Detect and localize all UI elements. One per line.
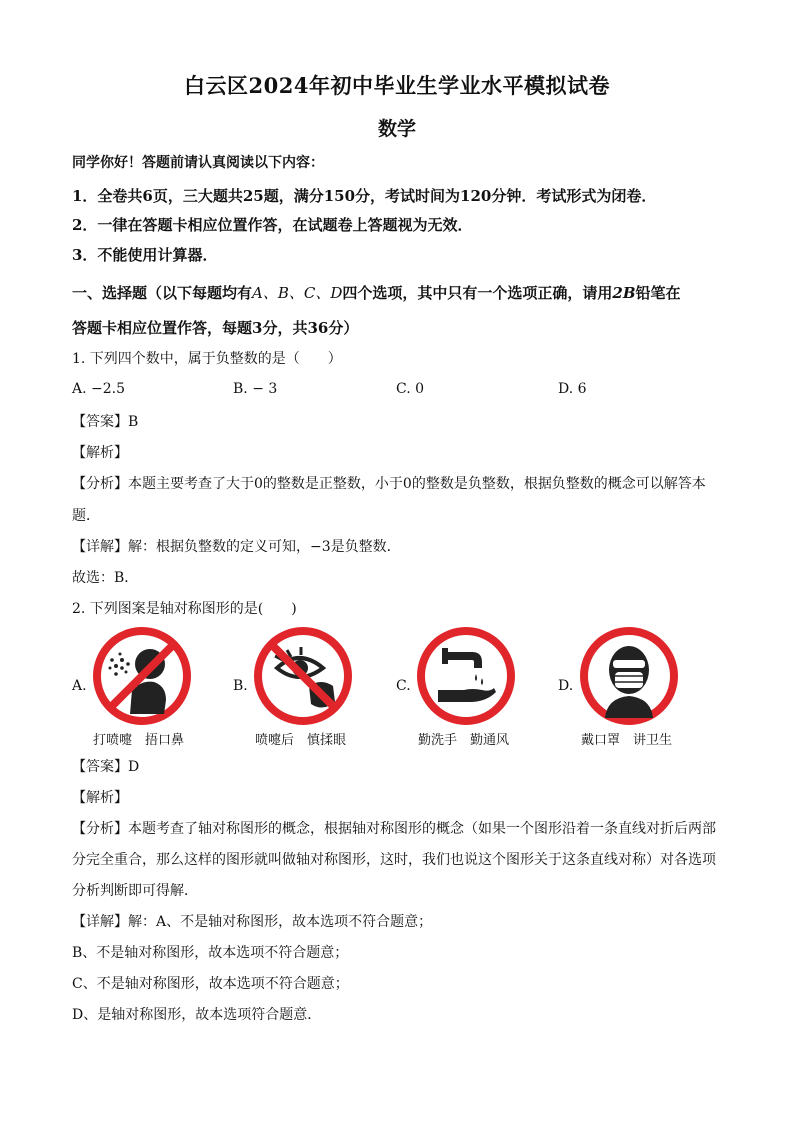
section1-heading-line2: 答题卡相应位置作答，每题3分，共36分） <box>72 319 359 337</box>
hand-washing-icon <box>416 626 516 726</box>
greeting: 同学你好！答题前请认真阅读以下内容： <box>72 155 324 171</box>
q1-option-d: D. 6 <box>558 381 587 397</box>
section1-post: 铅笔在 <box>635 284 681 302</box>
q2-option-c-caption: 勤洗手 勤通风 <box>418 733 510 748</box>
q1-detail: 【详解】解：根据负整数的定义可知，−3是负整数． <box>72 539 401 555</box>
q2-option-a-caption: 打喷嚏 捂口鼻 <box>93 733 185 748</box>
section1-prefix: 一、选择题（以下每题均有 <box>72 284 253 302</box>
instruction-1: 1．全卷共6页，三大题共25题，满分150分，考试时间为120分钟．考试形式为闭卷． <box>72 187 657 205</box>
q1-option-a: A. −2.5 <box>72 381 126 397</box>
q2-option-b-caption: 喷嚏后 慎揉眼 <box>255 733 347 748</box>
q2-analysis-tag: 【解析】 <box>72 790 128 806</box>
instruction-2: 2．一律在答题卡相应位置作答，在试题卷上答题视为无效． <box>72 216 473 234</box>
q2-analysis-line2: 分完全重合，那么这样的图形就叫做轴对称图形，这时，我们也说这个图形关于这条直线对称）对各选项 <box>72 852 716 868</box>
q2-answer: 【答案】D <box>72 759 140 775</box>
q1-option-b: B. − 3 <box>233 381 278 397</box>
section1-pencil: 2B <box>612 284 636 302</box>
exam-title: 白云区2024年初中毕业生学业水平模拟试卷 <box>184 73 610 98</box>
q2-option-d-caption: 戴口罩 讲卫生 <box>581 733 673 748</box>
q2-detail-d: D、是轴对称图形，故本选项符合题意． <box>72 1007 322 1023</box>
q2-detail: 【详解】解：A、不是轴对称图形，故本选项不符合题意； <box>72 914 433 930</box>
q1-analysis-line2: 题． <box>72 508 100 524</box>
q2-option-a-letter: A. <box>72 678 87 694</box>
instruction-3: 3．不能使用计算器． <box>72 246 218 264</box>
mask-wearing-icon <box>579 626 679 726</box>
sneeze-prohibition-icon <box>92 626 192 726</box>
q2-detail-b: B、不是轴对称图形，故本选项不符合题意； <box>72 945 349 961</box>
q1-conclusion: 故选：B． <box>72 570 139 586</box>
q2-analysis-line1: 【分析】本题考查了轴对称图形的概念，根据轴对称图形的概念（如果一个图形沿着一条直线对折后两部 <box>72 821 716 837</box>
q1-stem: 1. 下列四个数中，属于负整数的是（ ） <box>72 351 342 367</box>
section1-mid: 四个选项，其中只有一个选项正确，请用 <box>342 284 613 302</box>
subject-title: 数学 <box>377 118 416 140</box>
q1-analysis-tag: 【解析】 <box>72 445 128 461</box>
q2-option-d-letter: D. <box>558 678 574 694</box>
q1-analysis-line1: 【分析】本题主要考查了大于0的整数是正整数，小于0的整数是负整数，根据负整数的概念可以解答本 <box>72 476 706 492</box>
q2-option-b-letter: B. <box>233 678 248 694</box>
q1-answer: 【答案】B <box>72 414 139 430</box>
q1-option-c: C. 0 <box>396 381 425 397</box>
q2-detail-c: C、不是轴对称图形，故本选项不符合题意； <box>72 976 349 992</box>
section1-letters: A、B、C、D <box>252 284 343 302</box>
eye-rubbing-prohibition-icon <box>253 626 353 726</box>
q2-option-c-letter: C. <box>396 678 411 694</box>
q2-stem: 2. 下列图案是轴对称图形的是( ) <box>72 601 297 617</box>
section1-heading-line1 <box>72 282 732 303</box>
q2-analysis-line3: 分析判断即可得解． <box>72 883 198 899</box>
